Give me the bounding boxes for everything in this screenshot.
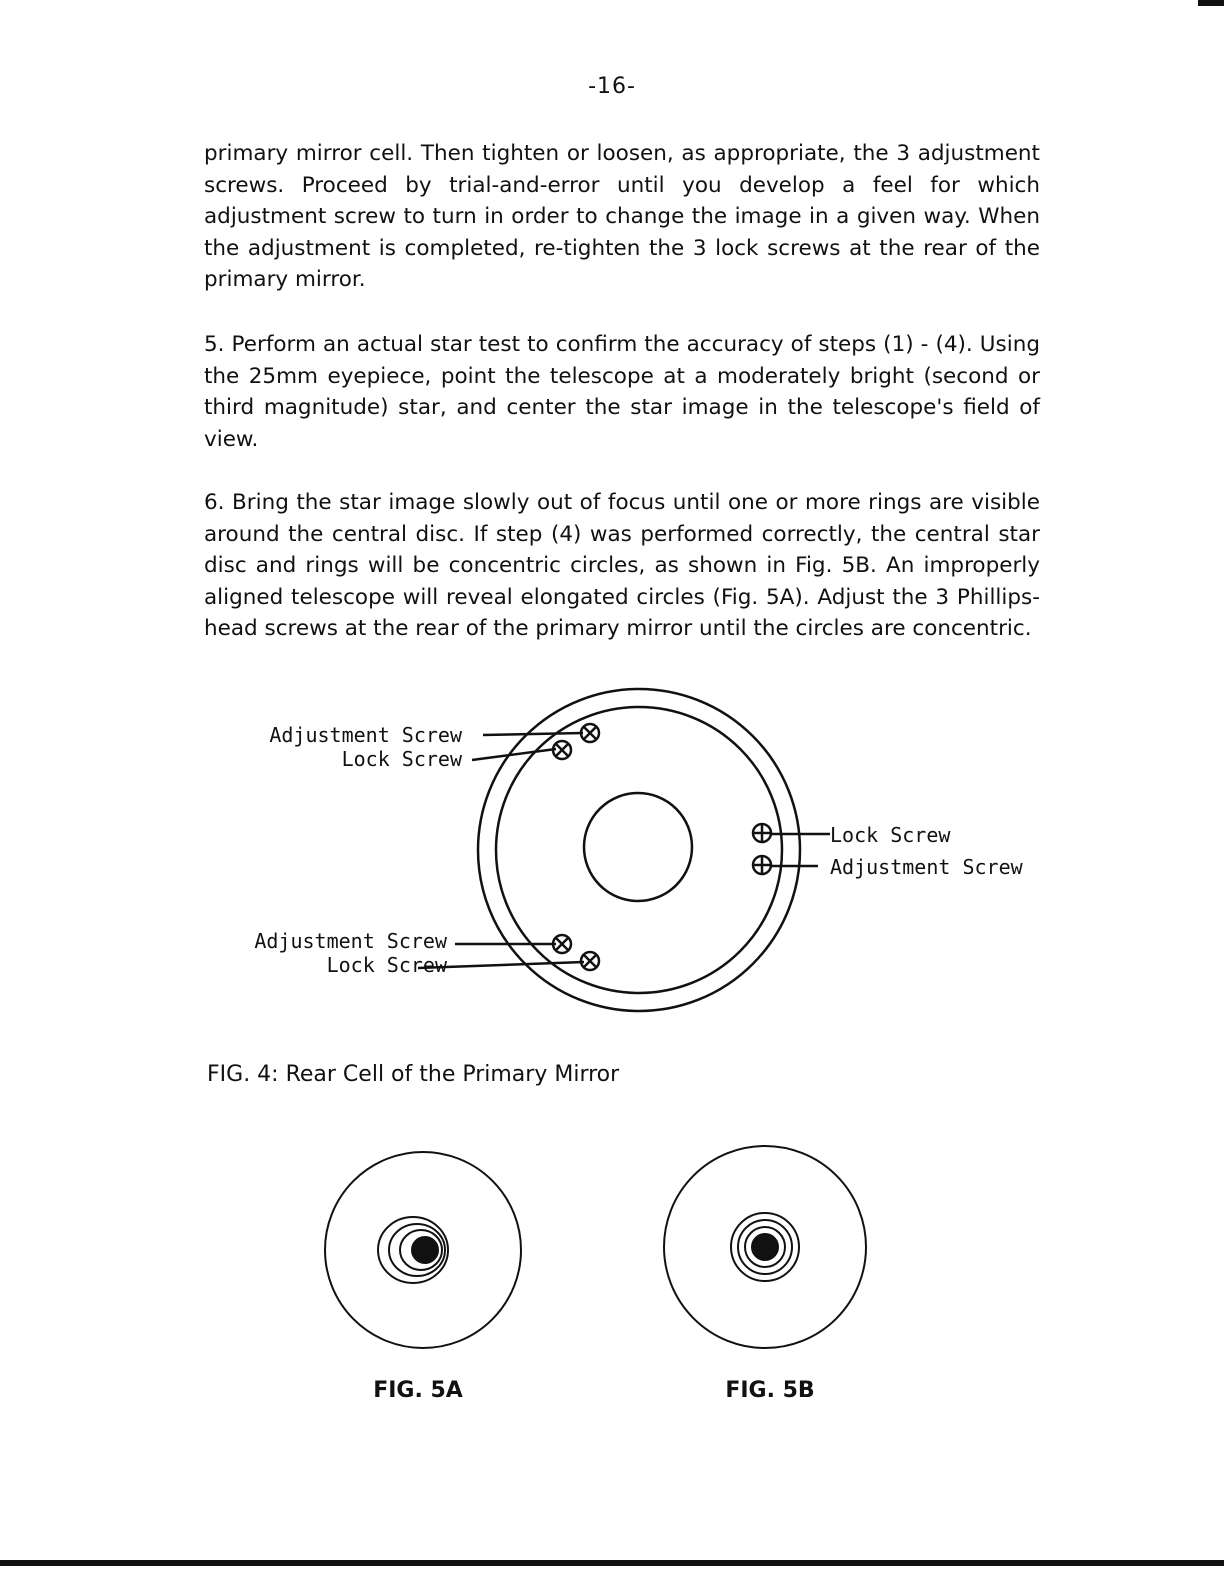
leader-line-top-adjustment (483, 733, 583, 735)
fig4-caption: FIG. 4: Rear Cell of the Primary Mirror (207, 1062, 620, 1087)
label-bottom-lock-screw: Lock Screw (326, 953, 447, 977)
leader-line-top-lock (472, 749, 556, 760)
right-lock-screw-icon (753, 824, 771, 842)
paragraph-mirror-adjustment: primary mirror cell. Then tighten or loosen, as appropriate, the 3 adjustment screws. Proceed by trial-and-error until you develop a feel for which adjustment screw to turn in order to change the image in a given way. When the adjustment is completed, re-tighten the 3 lock screws at the rear of the primary mirror. (204, 141, 1040, 292)
central-hole-circle (584, 793, 692, 901)
fig5a-star-disc (412, 1237, 438, 1263)
label-top-lock-screw: Lock Screw (341, 747, 462, 771)
fig5b-aligned-star-diagram (664, 1146, 866, 1348)
page-number: -16- (588, 74, 636, 99)
fig5b-caption: FIG. 5B (725, 1378, 815, 1403)
fig5a-misaligned-star-diagram (325, 1152, 521, 1348)
right-adjustment-screw-icon (753, 856, 771, 874)
label-right-adjustment-screw: Adjustment Screw (830, 855, 1023, 879)
label-right-lock-screw: Lock Screw (830, 823, 951, 847)
label-bottom-adjustment-screw: Adjustment Screw (254, 929, 447, 953)
paragraph-step-6: 6. Bring the star image slowly out of focus until one or more rings are visible around the central disc. If step (4) was performed correctly, the central star disc and rings will be concentric circles, as shown in Fig. 5B. An improperly aligned telescope will reveal elongated circles (Fig. 5A). Adjust the 3 Phillips-head screws at the rear of the primary mirror until the circles are concentric. (204, 490, 1040, 641)
inner-rim-circle (496, 707, 782, 993)
label-top-adjustment-screw: Adjustment Screw (269, 723, 462, 747)
fig5b-star-disc (752, 1234, 778, 1260)
scan-bottom-edge (0, 1560, 1224, 1566)
fig5a-caption: FIG. 5A (373, 1378, 463, 1403)
outer-rim-circle (478, 689, 800, 1011)
top-adjustment-screw-icon (581, 724, 599, 742)
fig4-rear-cell-diagram (418, 689, 830, 1011)
paragraph-step-5: 5. Perform an actual star test to confirm the accuracy of steps (1) - (4). Using the 25mm eyepiece, point the telescope at a moderately bright (second or third magnitude) star, and center the star image in the telescope's field of view. (204, 332, 1040, 452)
